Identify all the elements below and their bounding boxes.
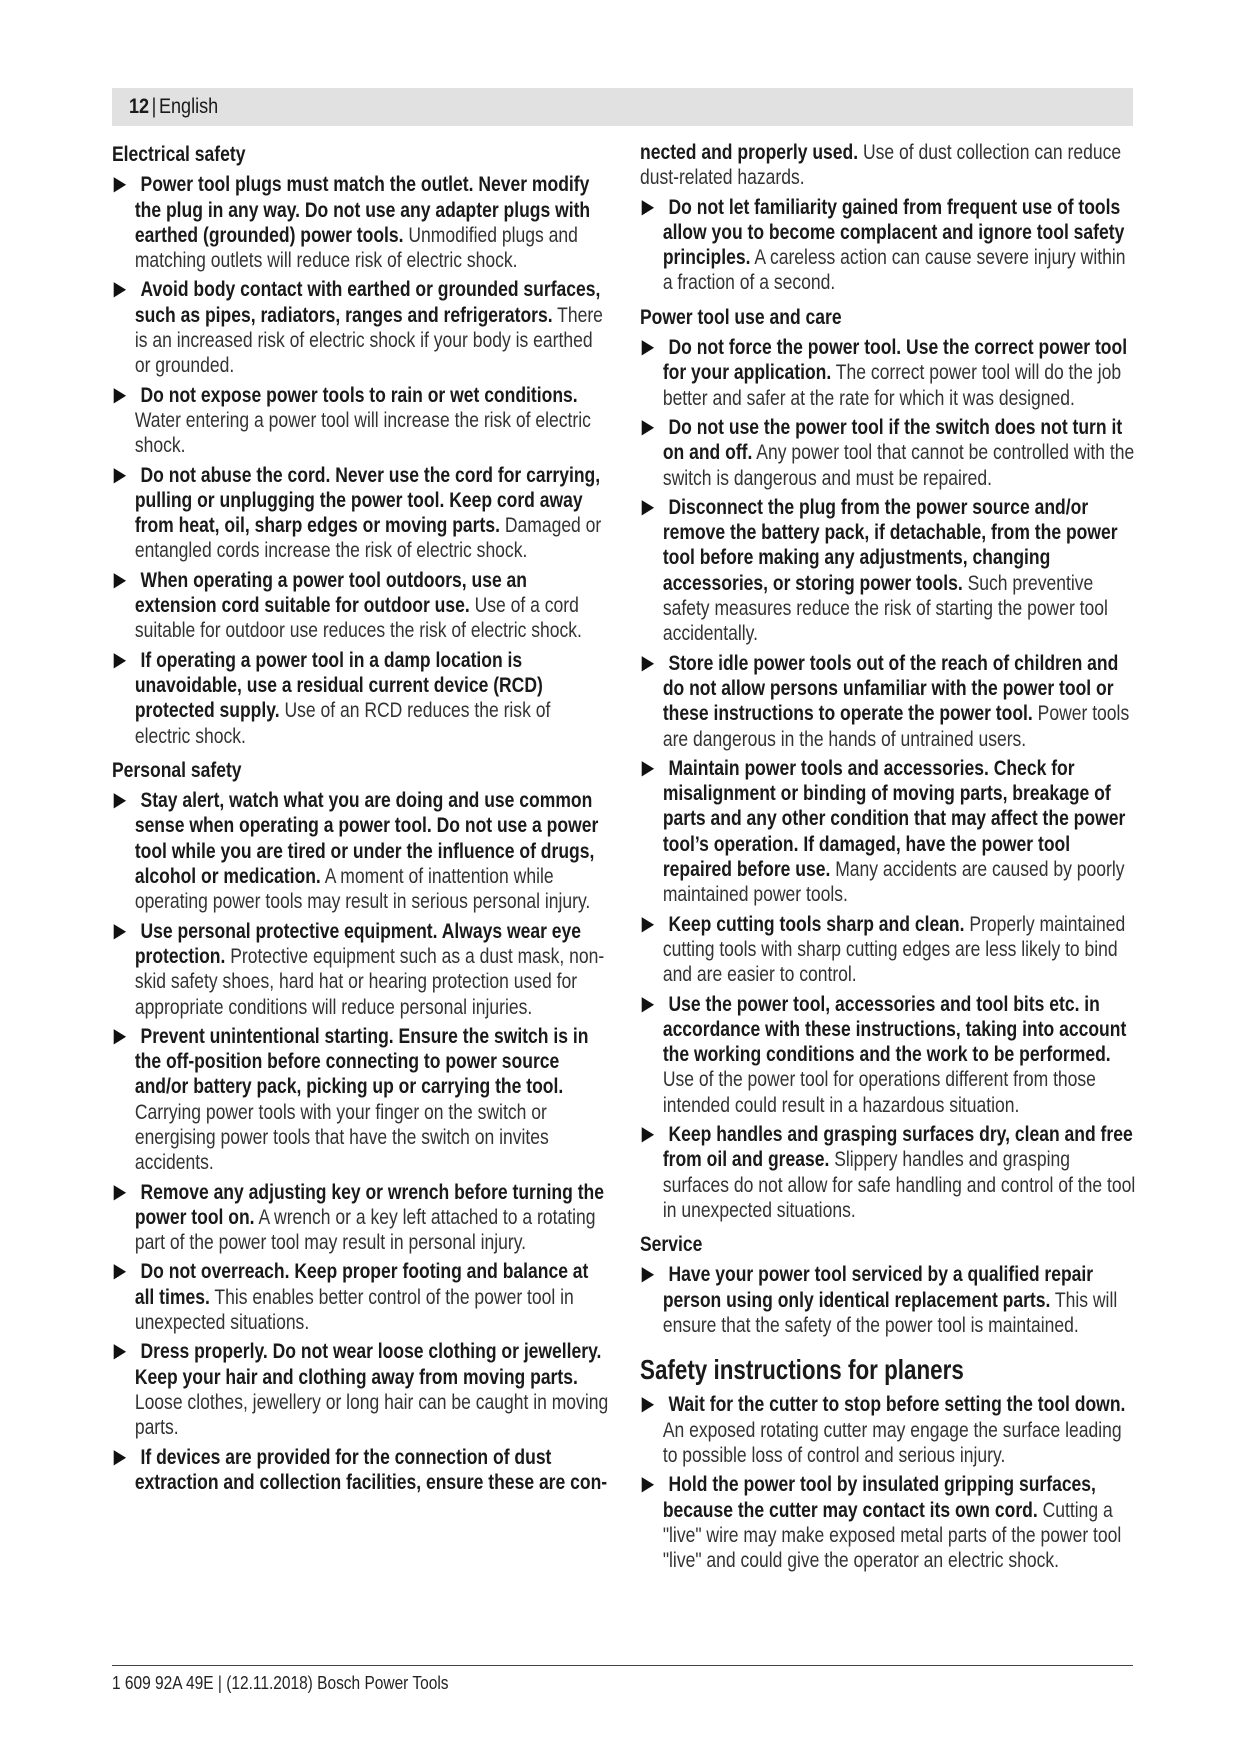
item-warning-bold: Do not overreach. Keep proper footing and balance at all times. xyxy=(134,1259,589,1309)
safety-item xyxy=(112,788,609,914)
triangle-bullet-icon: ▶ xyxy=(113,1180,127,1203)
item-warning-bold: If devices are provided for the connection of dust extraction and collection facilities, ensure these are con- xyxy=(134,1444,608,1494)
triangle-bullet-icon: ▶ xyxy=(113,789,127,812)
item-warning-bold: Keep cutting tools sharp and clean. xyxy=(668,911,965,936)
triangle-bullet-icon: ▶ xyxy=(113,463,127,486)
item-warning-bold: Keep handles and grasping surfaces dry, clean and free from oil and grease. xyxy=(662,1121,1133,1172)
triangle-bullet-icon: ▶ xyxy=(641,1122,655,1145)
safety-item xyxy=(640,195,1137,296)
electrical-list xyxy=(112,172,609,749)
safety-item xyxy=(640,495,1137,647)
triangle-bullet-icon: ▶ xyxy=(641,1263,655,1286)
item-warning-bold: Do not force the power tool. Use the correct power tool for your application. xyxy=(662,335,1128,385)
triangle-bullet-icon: ▶ xyxy=(641,415,655,438)
item-warning-bold: Have your power tool serviced by a qualified repair person using only identical replacement parts. xyxy=(662,1262,1094,1312)
item-warning-bold: Do not expose power tools to rain or wet conditions. xyxy=(140,382,578,407)
footer-divider xyxy=(112,1665,1133,1666)
item-explanation: Use of the power tool for operations different from those intended could result in a hazardous situation. xyxy=(662,1067,1096,1117)
header-text xyxy=(129,95,218,119)
safety-item xyxy=(640,992,1137,1118)
section-title-planers: Safety instructions for planers xyxy=(640,1354,964,1386)
item-warning-bold: Do not let familiarity gained from frequent use of tools allow you to become complacent and ignore tool safety principles. xyxy=(662,194,1125,270)
item-explanation: Use of a cord suitable for outdoor use reduces the risk of electric shock. xyxy=(134,593,582,643)
continuation-paragraph xyxy=(640,140,1137,191)
triangle-bullet-icon: ▶ xyxy=(113,383,127,406)
continuation-text: Use of dust collection can reduce dust-related hazards. xyxy=(640,140,1122,190)
safety-item xyxy=(640,1262,1137,1338)
safety-item xyxy=(112,463,609,564)
item-warning-bold: Prevent unintentional starting. Ensure the switch is in the off-position before connecting to power source and/or battery pack, picking up or carrying the tool. xyxy=(134,1023,589,1099)
item-warning-bold: Hold the power tool by insulated gripping surfaces, because the cutter may contact its own cord. xyxy=(662,1472,1096,1522)
page-number: 12 xyxy=(129,95,150,118)
section-title-service: Service xyxy=(640,1232,703,1257)
item-warning-bold: Wait for the cutter to stop before setting the tool down. xyxy=(668,1392,1126,1417)
safety-item xyxy=(112,277,609,378)
item-warning-bold: Disconnect the plug from the power source and/or remove the battery pack, if detachable, from the power tool before making any adjustments, changing accessories, or storing power tools. xyxy=(662,494,1118,595)
safety-item xyxy=(640,1472,1137,1573)
triangle-bullet-icon: ▶ xyxy=(113,568,127,591)
safety-item xyxy=(640,912,1137,988)
section-title-personal: Personal safety xyxy=(112,757,242,782)
triangle-bullet-icon: ▶ xyxy=(113,919,127,942)
item-explanation: Damaged or entangled cords increase the risk of electric shock. xyxy=(134,513,602,563)
triangle-bullet-icon: ▶ xyxy=(641,992,655,1015)
triangle-bullet-icon: ▶ xyxy=(641,495,655,518)
item-explanation: A wrench or a key left attached to a rotating part of the power tool may result in personal injury. xyxy=(134,1204,596,1255)
item-explanation: Slippery handles and grasping surfaces do not allow for safe handling and control of the tool in unexpected situations. xyxy=(662,1147,1136,1222)
section-title-electrical: Electrical safety xyxy=(112,142,246,166)
item-warning-bold: Power tool plugs must match the outlet. Never modify the plug in any way. Do not use any adapter plugs with earthed (grounded) power tools. xyxy=(134,172,591,247)
item-warning-bold: Dress properly. Do not wear loose clothing or jewellery. Keep your hair and clothing away from moving parts. xyxy=(134,1339,602,1389)
safety-item xyxy=(112,1180,609,1256)
triangle-bullet-icon: ▶ xyxy=(641,1393,655,1416)
safety-item xyxy=(112,648,609,749)
page-header xyxy=(112,88,1133,126)
safety-item xyxy=(640,335,1137,411)
personal-list xyxy=(112,788,609,1495)
triangle-bullet-icon: ▶ xyxy=(113,278,127,301)
item-explanation: Use of an RCD reduces the risk of electric shock. xyxy=(134,698,551,748)
item-warning-bold: Avoid body contact with earthed or grounded surfaces, such as pipes, radiators, ranges and refrigerators. xyxy=(134,277,601,327)
item-explanation: Any power tool that cannot be controlled with the switch is dangerous and must be repaired. xyxy=(662,440,1135,490)
left-column xyxy=(112,142,609,1499)
item-explanation: Cutting a "live" wire may make exposed metal parts of the power tool "live" and could give the operator an electric shock. xyxy=(662,1497,1122,1573)
triangle-bullet-icon: ▶ xyxy=(113,648,127,671)
safety-item xyxy=(112,383,609,459)
triangle-bullet-icon: ▶ xyxy=(113,1260,127,1283)
planers-list xyxy=(640,1392,1137,1573)
right-column xyxy=(640,140,1137,1577)
item-explanation: A careless action can cause severe injury within a fraction of a second. xyxy=(662,245,1126,295)
item-warning-bold: Do not use the power tool if the switch does not turn it on and off. xyxy=(662,414,1123,465)
safety-item xyxy=(112,1445,609,1496)
header-language: English xyxy=(158,95,219,118)
triangle-bullet-icon: ▶ xyxy=(113,1445,127,1468)
item-explanation: Protective equipment such as a dust mask, non-skid safety shoes, hard hat or hearing protection used for appropriate conditions will reduce personal injuries. xyxy=(134,943,605,1019)
item-explanation: Water entering a power tool will increase the risk of electric shock. xyxy=(134,407,591,458)
item-explanation: Carrying power tools with your finger on the switch or energising power tools that have the switch on invites accidents. xyxy=(134,1099,549,1175)
item-explanation: Properly maintained cutting tools with sharp cutting edges are less likely to bind and are easier to control. xyxy=(662,911,1126,987)
item-explanation: Unmodified plugs and matching outlets will reduce risk of electric shock. xyxy=(134,222,578,273)
item-explanation: Such preventive safety measures reduce the risk of starting the power tool accidentally. xyxy=(662,570,1108,646)
safety-item xyxy=(112,1024,609,1176)
safety-item xyxy=(640,1122,1137,1223)
triangle-bullet-icon: ▶ xyxy=(113,1024,127,1047)
item-warning-bold: Maintain power tools and accessories. Check for misalignment or binding of moving parts, breakage of parts and any other condition that may affect the power tool’s operation. If damaged, have the power tool repaired before use. xyxy=(662,755,1126,882)
safety-item xyxy=(112,1339,609,1440)
triangle-bullet-icon: ▶ xyxy=(641,195,655,218)
safety-item xyxy=(640,756,1137,908)
item-explanation: Power tools are dangerous in the hands of untrained users. xyxy=(662,701,1130,751)
item-explanation: There is an increased risk of electric shock if your body is earthed or grounded. xyxy=(134,302,603,378)
item-warning-bold: Use personal protective equipment. Always wear eye protection. xyxy=(134,918,582,968)
item-explanation: The correct power tool will do the job better and safer at the rate for which it was designed. xyxy=(662,360,1122,410)
safety-item xyxy=(640,1392,1137,1468)
item-warning-bold: Stay alert, watch what you are doing and use common sense when operating a power tool. Do not use a power tool while you are tired or under the influence of drugs, alcohol or medication. xyxy=(134,788,599,889)
safety-item xyxy=(640,415,1137,491)
safety-item xyxy=(112,1259,609,1335)
item-warning-bold: Do not abuse the cord. Never use the cord for carrying, pulling or unplugging the power tool. Keep cord away from heat, oil, sharp edges or moving parts. xyxy=(134,462,601,538)
item-warning-bold: If operating a power tool in a damp location is unavoidable, use a residual current device (RCD) protected supply. xyxy=(134,647,543,723)
item-warning-bold: Use the power tool, accessories and tool bits etc. in accordance with these instructions, taking into account the working conditions and the work to be performed. xyxy=(662,991,1127,1067)
triangle-bullet-icon: ▶ xyxy=(113,173,127,196)
item-explanation: Loose clothes, jewellery or long hair can be caught in moving parts. xyxy=(134,1389,609,1440)
safety-item xyxy=(640,651,1137,752)
continuation-list xyxy=(640,195,1137,296)
triangle-bullet-icon: ▶ xyxy=(641,1473,655,1496)
item-explanation: An exposed rotating cutter may engage the surface leading to possible loss of control and serious injury. xyxy=(662,1417,1122,1467)
triangle-bullet-icon: ▶ xyxy=(641,756,655,779)
continuation-bold: nected and properly used. xyxy=(640,140,859,164)
service-list xyxy=(640,1262,1137,1338)
item-explanation: Many accidents are caused by poorly maintained power tools. xyxy=(662,857,1125,907)
page-footer: 1 609 92A 49E | (12.11.2018) Bosch Power Tools xyxy=(112,1673,449,1693)
item-explanation: A moment of inattention while operating power tools may result in serious personal injury. xyxy=(134,864,591,914)
header-separator: | xyxy=(151,95,157,118)
use-care-list xyxy=(640,335,1137,1223)
item-explanation: This will ensure that the safety of the power tool is maintained. xyxy=(662,1287,1118,1338)
safety-item xyxy=(112,919,609,1020)
item-explanation: This enables better control of the power tool in unexpected situations. xyxy=(134,1284,574,1335)
item-warning-bold: When operating a power tool outdoors, use an extension cord suitable for outdoor use. xyxy=(134,567,528,618)
triangle-bullet-icon: ▶ xyxy=(641,336,655,359)
item-warning-bold: Store idle power tools out of the reach of children and do not allow persons unfamiliar with the power tool or these instructions to operate the power tool. xyxy=(662,650,1119,726)
safety-item xyxy=(112,568,609,644)
triangle-bullet-icon: ▶ xyxy=(641,912,655,935)
triangle-bullet-icon: ▶ xyxy=(113,1340,127,1363)
triangle-bullet-icon: ▶ xyxy=(641,651,655,674)
section-title-use-care: Power tool use and care xyxy=(640,304,842,329)
safety-item xyxy=(112,172,609,273)
item-warning-bold: Remove any adjusting key or wrench before turning the power tool on. xyxy=(134,1179,604,1229)
